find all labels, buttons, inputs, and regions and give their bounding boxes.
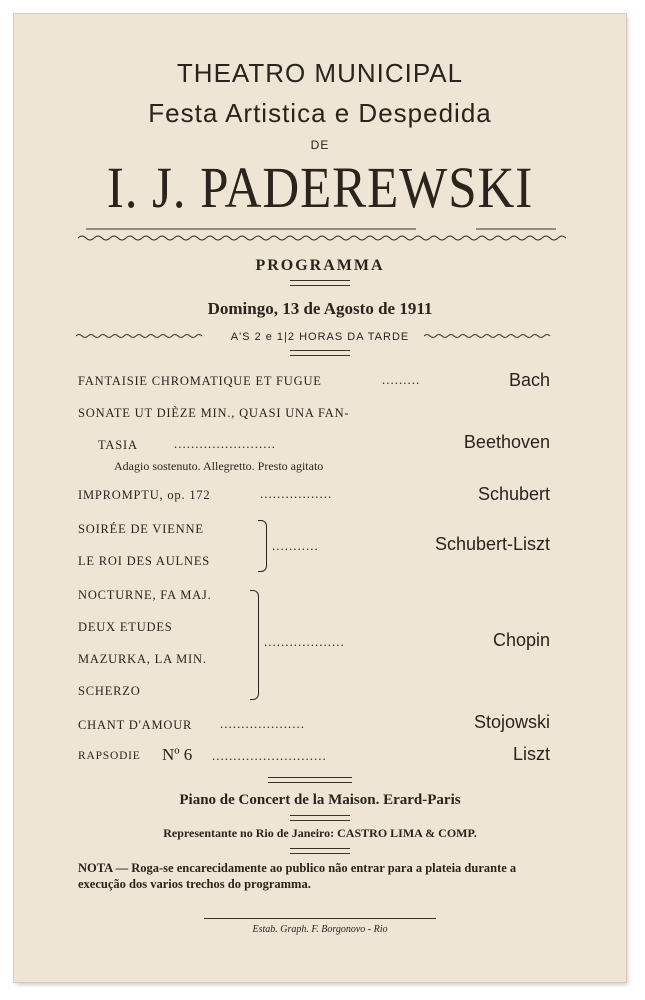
piece-scherzo: SCHERZO — [78, 684, 141, 698]
theatre-name: THEATRO MUNICIPAL — [176, 58, 464, 88]
artist-name: I. J. PADEREWSKI — [106, 155, 534, 220]
leader-dots: .................... — [220, 716, 305, 731]
composer-chopin: Chopin — [492, 630, 550, 650]
divider — [290, 280, 350, 286]
leader-dots: ......... — [382, 372, 421, 387]
brace — [250, 590, 259, 700]
piece-fantaisie: FANTAISIE CHROMATIQUE ET FUGUE — [78, 374, 322, 388]
piece-impromptu: IMPROMPTU, op. 172 — [78, 488, 211, 502]
composer-liszt: Liszt — [512, 744, 550, 764]
programma-title: PROGRAMMA — [255, 257, 385, 274]
piece-chant-damour: CHANT D'AMOUR — [78, 718, 193, 732]
composer-schubert-liszt: Schubert-Liszt — [434, 534, 550, 554]
nota-notice: NOTA — Roga-se encarecidamente ao publico não entrar para a plateia durante a execução dos varios trechos do programma. — [78, 861, 517, 891]
rapsodie-number: Nº 6 — [162, 745, 193, 764]
wave-right — [424, 332, 554, 340]
printer-rule — [204, 918, 436, 919]
leader-dots: ........... — [272, 538, 319, 553]
piece-mazurka: MAZURKA, LA MIN. — [78, 652, 207, 666]
leader-dots: ........................... — [212, 748, 327, 763]
ornamental-rule — [76, 226, 566, 244]
composer-schubert: Schubert — [477, 484, 550, 504]
piece-sonate-cont: TASIA — [98, 438, 138, 452]
leader-dots: ........................ — [174, 436, 276, 451]
representative-line: Representante no Rio de Janeiro: CASTRO LIMA & COMP. — [163, 826, 477, 840]
brace — [258, 520, 267, 572]
piece-roi-des-aulnes: LE ROI DES AULNES — [78, 554, 211, 568]
composer-beethoven: Beethoven — [463, 432, 550, 452]
de-label: DE — [310, 138, 330, 152]
printer-credit: Estab. Graph. F. Borgonovo - Rio — [252, 924, 388, 935]
piece-deux-etudes: DEUX ETUDES — [78, 620, 173, 634]
sonata-movements: Adagio sostenuto. Allegretto. Presto agitato — [114, 459, 324, 473]
piece-nocturne: NOCTURNE, FA MAJ. — [78, 588, 212, 602]
concert-date: Domingo, 13 de Agosto de 1911 — [207, 299, 433, 318]
divider — [290, 848, 350, 854]
piano-credit: Piano de Concert de la Maison. Erard-Paris — [179, 792, 461, 808]
concert-time: A'S 2 e 1|2 HORAS DA TARDE — [230, 331, 410, 343]
composer-stojowski: Stojowski — [473, 712, 550, 732]
composer-bach: Bach — [508, 370, 550, 390]
divider — [290, 350, 350, 356]
concert-program-card — [14, 14, 626, 982]
leader-dots: ................. — [260, 486, 333, 501]
event-title: Festa Artistica e Despedida — [148, 98, 492, 128]
divider — [290, 815, 350, 821]
piece-soiree-de-vienne: SOIRÉE DE VIENNE — [78, 522, 204, 536]
piece-sonate: SONATE UT DIÈZE MIN., QUASI UNA FAN- — [78, 406, 350, 420]
leader-dots: ................... — [264, 634, 345, 649]
piece-rapsodie: RAPSODIE — [78, 750, 141, 762]
divider — [268, 777, 352, 783]
